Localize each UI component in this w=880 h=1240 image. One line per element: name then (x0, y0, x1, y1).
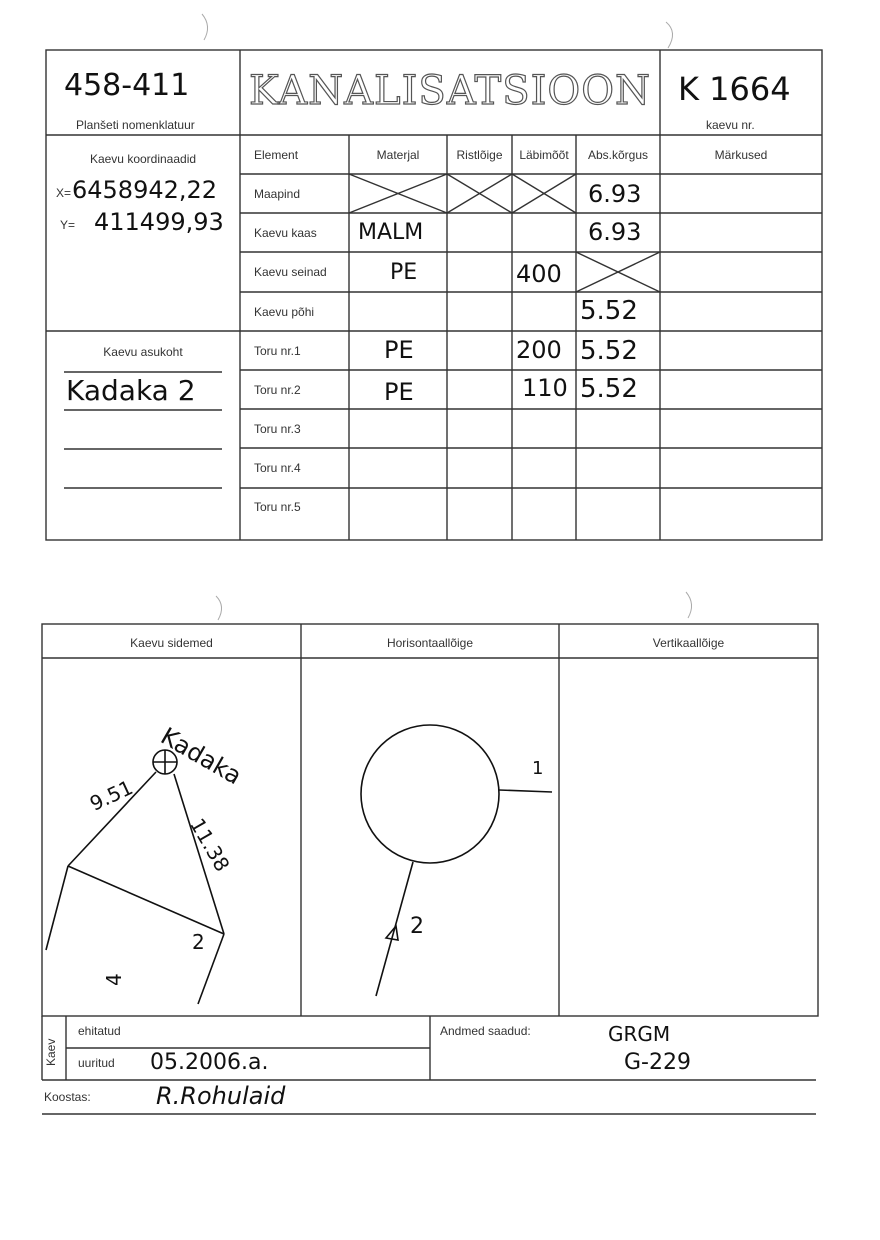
row-pipe-4: Toru nr.4 (254, 461, 301, 475)
y-coordinate-value: 411499,93 (94, 208, 224, 236)
col-abs-height: Abs.kõrgus (587, 148, 649, 162)
data-source-label: Andmed saadud: (440, 1024, 531, 1038)
row-material: MALM (358, 220, 424, 245)
row-abs: 5.52 (580, 336, 638, 366)
location-value: Kadaka 2 (66, 374, 196, 407)
row-material: PE (384, 378, 414, 406)
location-label: Kaevu asukoht (103, 345, 183, 359)
row-element: Toru nr.2 (254, 383, 301, 397)
col-material: Materjal (376, 148, 420, 162)
row-pipe-3: Toru nr.3 (254, 422, 301, 436)
horizontal-section-label: Horisontaallõige (386, 636, 474, 650)
well-number-label: kaevu nr. (706, 118, 755, 132)
vertical-section-label: Vertikaallõige (652, 636, 725, 650)
x-label: X= (56, 186, 72, 200)
street-label: Kadaka (156, 722, 247, 791)
row-element: Kaevu kaas (254, 226, 317, 240)
row-abs: 5.52 (580, 374, 638, 404)
col-cross-section: Ristlõige (456, 148, 503, 162)
data-source-value-2: G-229 (624, 1050, 691, 1075)
row-element: Kaevu seinad (254, 265, 327, 279)
compiled-by-signature: R.Rohulaid (156, 1082, 286, 1110)
row-abs: 5.52 (580, 296, 638, 326)
row-diameter: 400 (516, 260, 562, 288)
document-title: KANALISATSIOON (249, 68, 651, 114)
well-connection-sketch (46, 750, 224, 1004)
col-element: Element (254, 148, 299, 162)
coordinates-label: Kaevu koordinaadid (89, 152, 197, 166)
y-label: Y= (60, 218, 76, 232)
col-remarks: Märkused (714, 148, 768, 162)
house-number: 4 (102, 973, 126, 986)
pipe-label: 2 (192, 930, 205, 954)
built-label: ehitatud (78, 1024, 121, 1038)
row-pipe-5: Toru nr.5 (254, 500, 301, 514)
row-diameter: 200 (516, 336, 562, 364)
nomenclature-value: 458-411 (64, 68, 190, 103)
nomenclature-label: Planšeti nomenklatuur (76, 118, 195, 132)
row-element: Maapind (254, 187, 301, 201)
x-coordinate-value: 6458942,22 (72, 176, 218, 204)
col-diameter: Läbimõõt (519, 148, 569, 162)
distance-left: 9.51 (86, 775, 137, 816)
compiled-by-label: Koostas: (44, 1090, 91, 1104)
horizontal-section-sketch (361, 725, 552, 996)
row-material: PE (390, 260, 418, 285)
well-side-label: Kaev (44, 1038, 58, 1066)
row-diameter: 110 (522, 374, 568, 402)
well-connections-label: Kaevu sidemed (130, 636, 213, 650)
surveyed-value: 05.2006.a. (150, 1050, 269, 1075)
row-element: Toru nr.1 (254, 344, 301, 358)
data-source-value-1: GRGM (608, 1022, 671, 1046)
row-abs: 6.93 (588, 218, 642, 246)
well-number-value: K 1664 (678, 70, 791, 108)
pipe-2-marker: 2 (410, 914, 424, 939)
surveyed-label: uuritud (78, 1056, 115, 1070)
row-abs: 6.93 (588, 180, 642, 208)
row-element: Kaevu põhi (254, 305, 315, 319)
row-material: PE (384, 336, 414, 364)
distance-right: 11.38 (185, 814, 235, 876)
pipe-1-marker: 1 (532, 758, 544, 779)
